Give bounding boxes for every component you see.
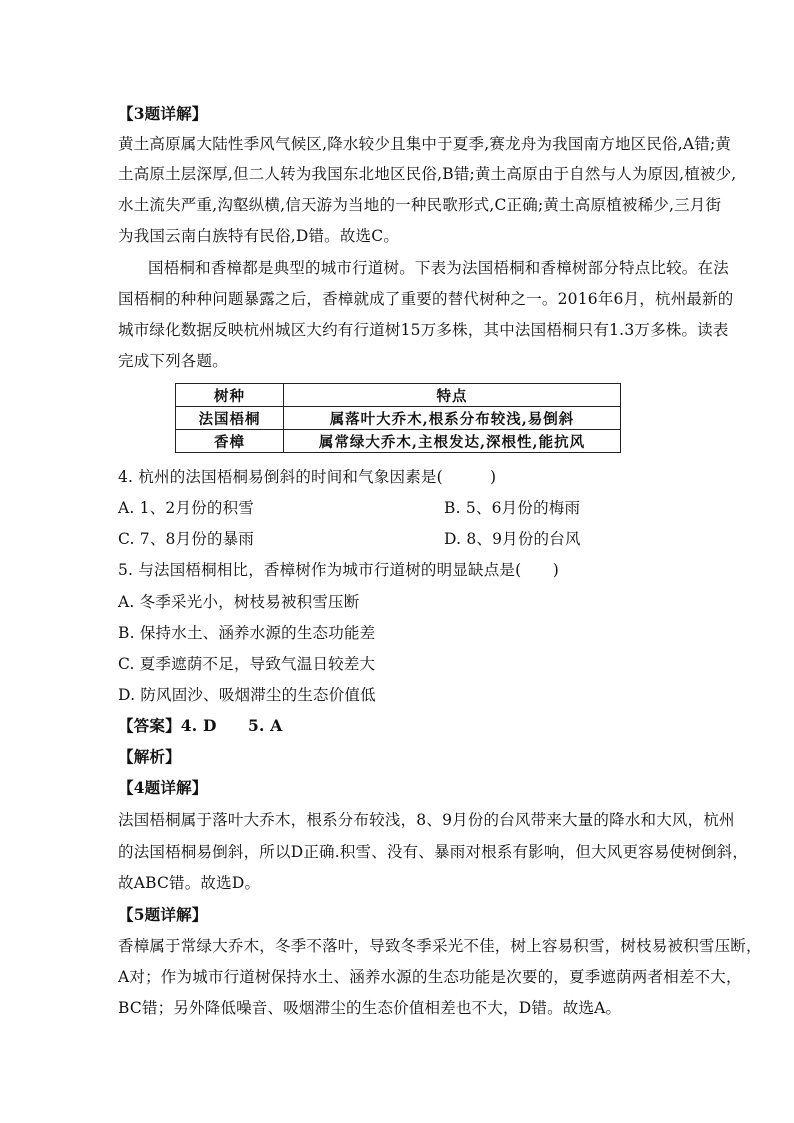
- table-row: [176, 430, 621, 453]
- q5-option-c: C. 夏季遮荫不足，导致气温日较差大: [118, 655, 376, 673]
- passage-line-3: 城市绿化数据反映杭州城区大约有行道树15万多株，其中法国梧桐只有1.3万多株。读表: [118, 321, 729, 339]
- q4-detail-heading: 【4题详解】: [118, 778, 208, 797]
- passage-line-2: 国梧桐的种种问题暴露之后，香樟就成了重要的替代树种之一。2016年6月，杭州最新的: [118, 290, 734, 308]
- analysis-heading: 【解析】: [118, 747, 181, 766]
- q3-line-2: 土高原土层深厚,但二人转为我国东北地区民俗,B错;黄土高原由于自然与人为原因,植被少,: [118, 165, 737, 183]
- table-header-row: [176, 384, 621, 407]
- answer-line: 【答案】4. D 5. A: [118, 716, 283, 735]
- q3-line-1: 黄土高原属大陆性季风气候区,降水较少且集中于夏季,赛龙舟为我国南方地区民俗,A错;黄: [118, 135, 732, 153]
- header-features: 特点: [284, 384, 621, 407]
- q4-option-c: C. 7、8月份的暴雨: [118, 530, 255, 548]
- q4-detail-line-1: 法国梧桐属于落叶大乔木，根系分布较浅，8、9月份的台风带来大量的降水和大风，杭州: [118, 811, 735, 829]
- q4-stem: 4. 杭州的法国梧桐易倒斜的时间和气象因素是( ): [118, 468, 497, 486]
- q4-detail-line-2: 的法国梧桐易倒斜，所以D正确.积雪、没有、暴雨对根系有影响，但大风更容易使树倒斜，: [118, 843, 749, 861]
- q4-detail-line-3: 故ABC错。故选D。: [118, 874, 261, 892]
- passage-line-1: 国梧桐和香樟都是典型的城市行道树。下表为法国梧桐和香樟树部分特点比较。在法: [148, 259, 729, 277]
- table-row: [176, 407, 621, 430]
- q4-option-d: D. 8、9月份的台风: [444, 530, 581, 548]
- row-features: 属落叶大乔木,根系分布较浅,易倒斜: [284, 407, 621, 430]
- q5-detail-line-2: A对；作为城市行道树保持水土、涵养水源的生态功能是次要的，夏季遮荫两者相差不大，: [118, 968, 742, 986]
- row-species: 法国梧桐: [176, 407, 284, 430]
- q3-line-4: 为我国云南白族特有民俗,D错。故选C。: [118, 227, 400, 245]
- q5-detail-heading: 【5题详解】: [118, 905, 208, 924]
- q5-detail-line-3: BC错；另外降低噪音、吸烟滞尘的生态价值相差也不大，D错。故选A。: [118, 999, 622, 1017]
- q4-option-a: A. 1、2月份的积雪: [118, 499, 254, 517]
- row-species: 香樟: [176, 430, 284, 453]
- header-species: 树种: [176, 384, 284, 407]
- q3-line-3: 水土流失严重,沟壑纵横,信天游为当地的一种民歌形式,C正确;黄土高原植被稀少,三月街: [118, 196, 722, 214]
- q5-option-d: D. 防风固沙、吸烟滞尘的生态价值低: [118, 686, 376, 704]
- q5-stem: 5. 与法国梧桐相比，香樟树作为城市行道树的明显缺点是( ): [118, 561, 560, 579]
- passage-line-4: 完成下列各题。: [118, 352, 228, 370]
- q4-option-b: B. 5、6月份的梅雨: [444, 499, 581, 517]
- q5-option-a: A. 冬季采光小，树枝易被积雪压断: [118, 593, 360, 611]
- q5-option-b: B. 保持水土、涵养水源的生态功能差: [118, 624, 376, 642]
- feature-table: [175, 383, 621, 453]
- q5-detail-line-1: 香樟属于常绿大乔木，冬季不落叶，导致冬季采光不佳，树上容易积雪，树枝易被积雪压断，: [118, 937, 762, 955]
- q3-heading: 【3题详解】: [118, 104, 208, 123]
- row-features: 属常绿大乔木,主根发达,深根性,能抗风: [284, 430, 621, 453]
